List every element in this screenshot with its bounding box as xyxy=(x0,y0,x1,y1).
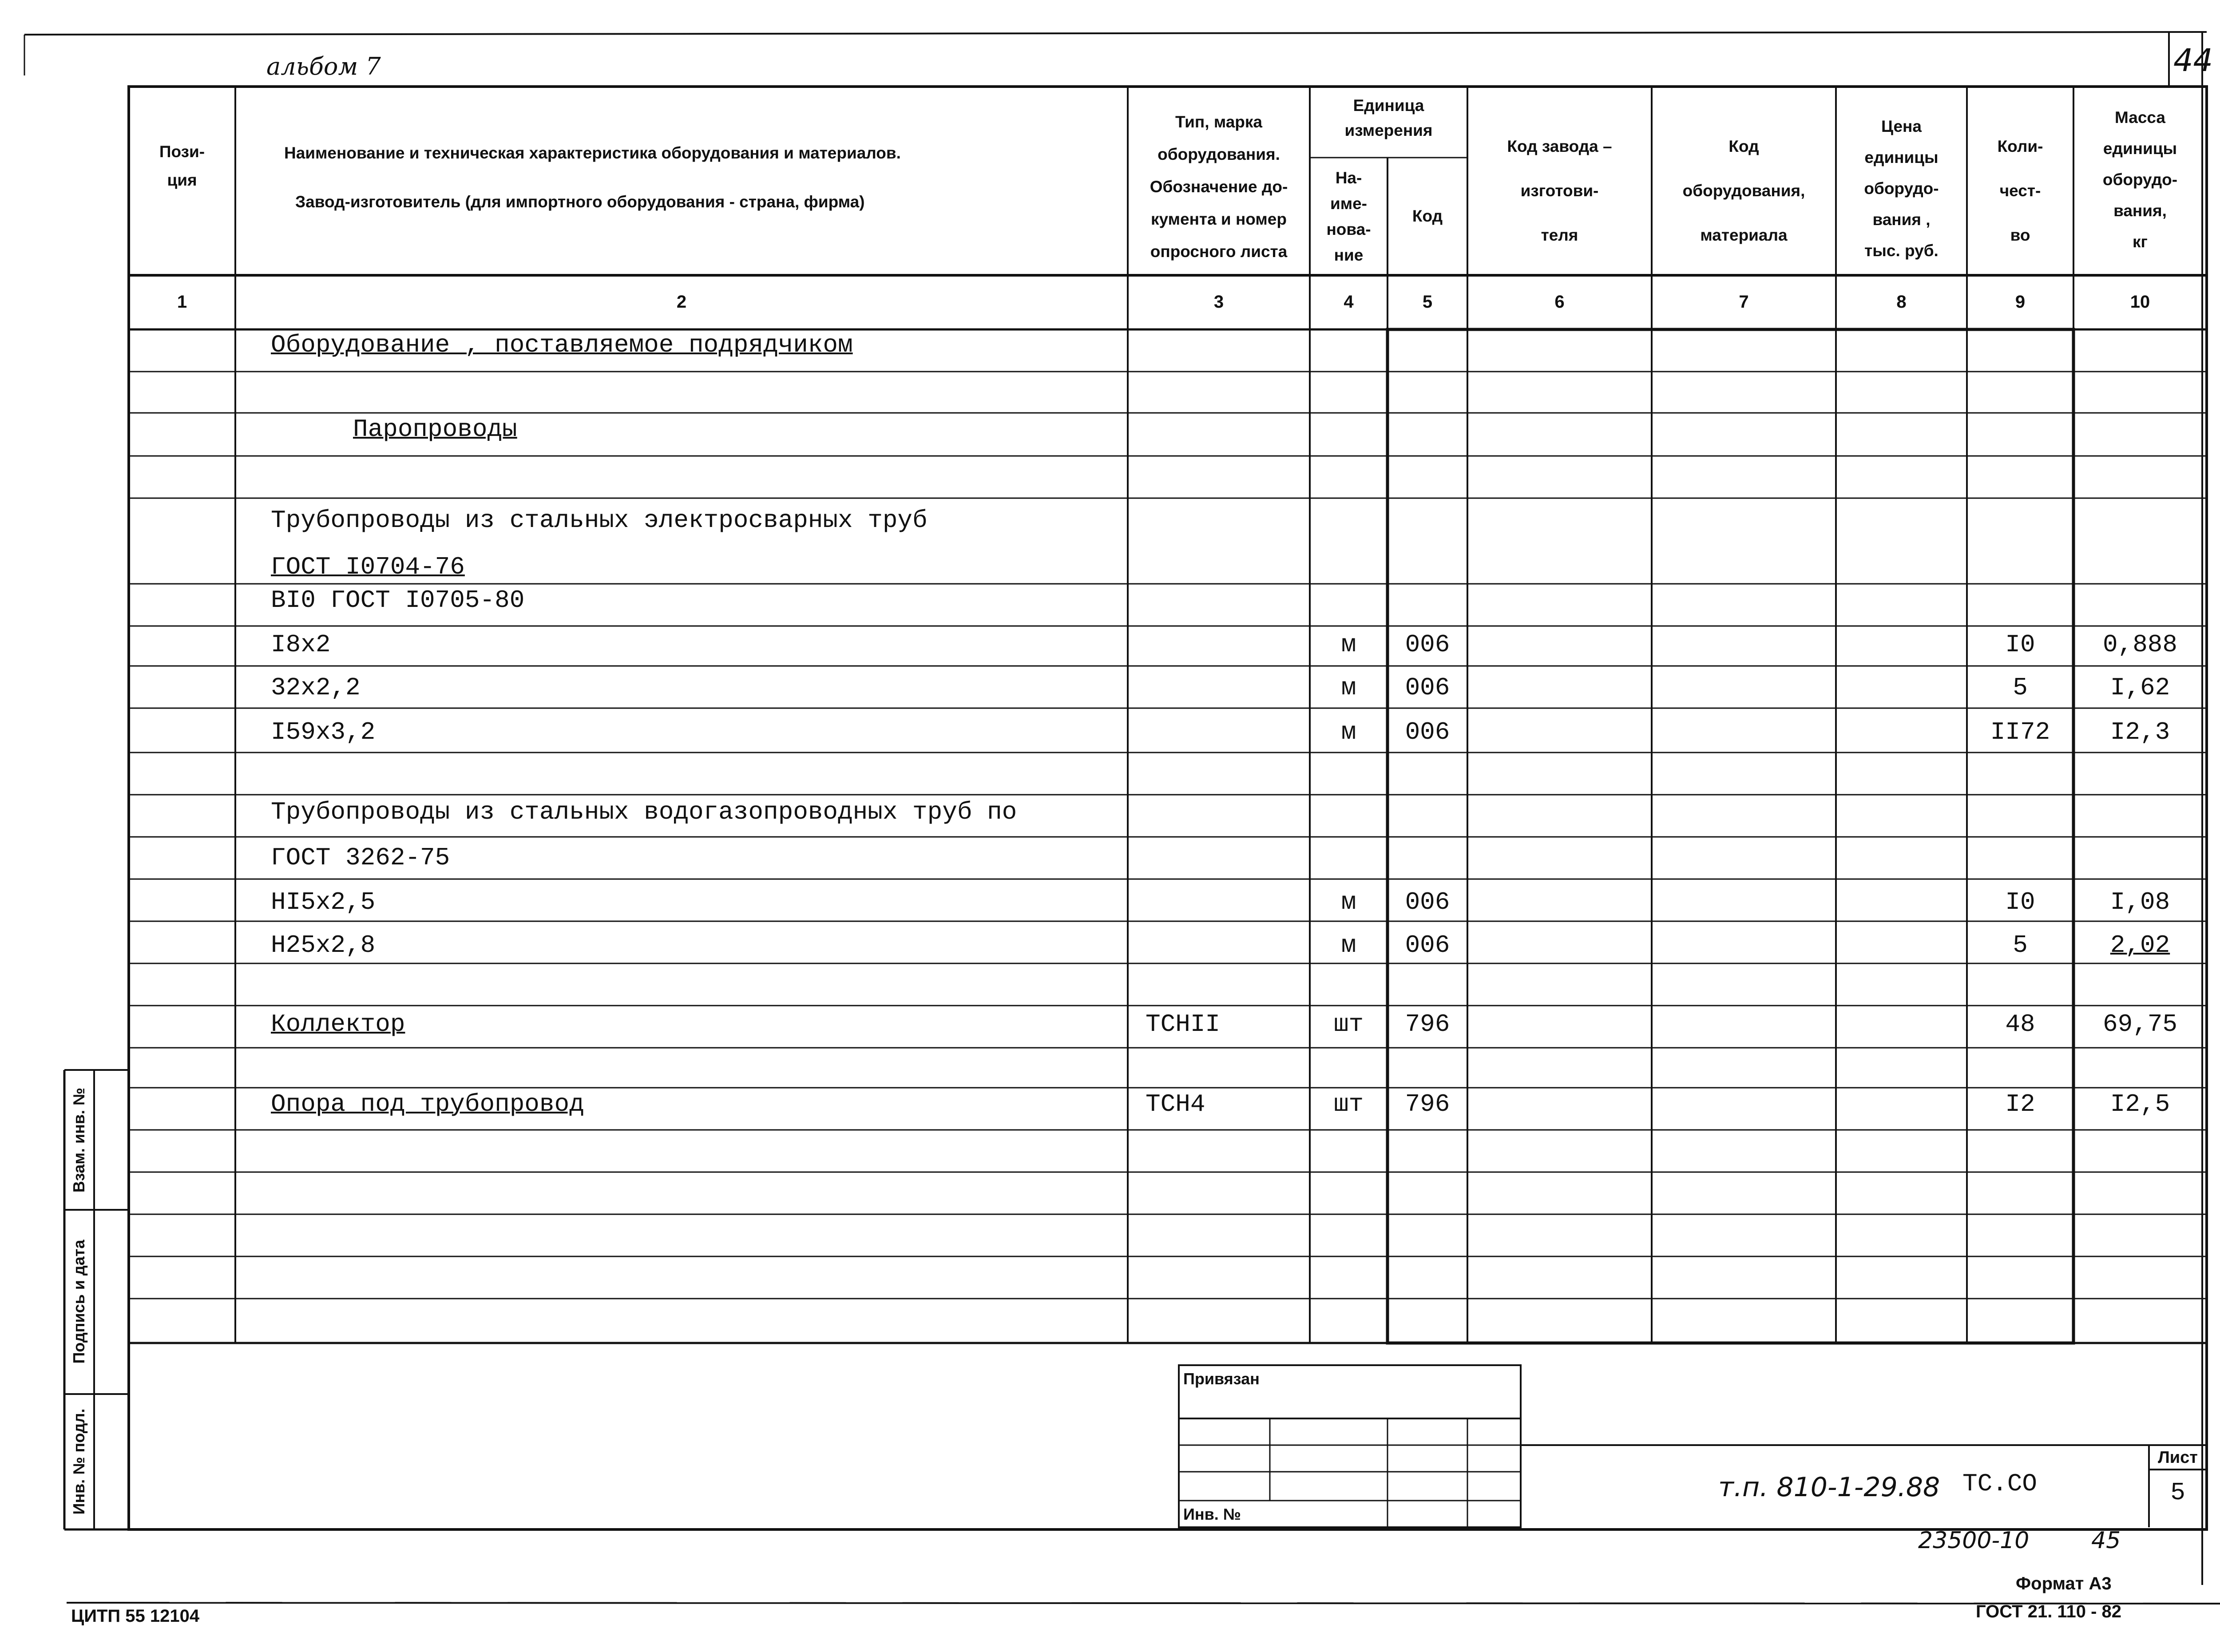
item-name: Опора под трубопровод xyxy=(271,1090,584,1118)
header-col9: Коли- чест- во xyxy=(1997,137,2043,244)
gost-label: ГОСТ 21. 110 - 82 xyxy=(1976,1602,2121,1621)
item-name: Трубопроводы из стальных водогазопроводных труб по xyxy=(271,798,1017,826)
item-name: BI0 ГОСТ I0705-80 xyxy=(271,586,525,614)
column-number: 10 xyxy=(2130,292,2150,312)
item-mass: I,62 xyxy=(2110,673,2170,702)
item-unit-code: 006 xyxy=(1405,931,1450,959)
stamp-privyazan: Привязан xyxy=(1183,1370,1260,1388)
item-unit-code: 006 xyxy=(1405,630,1450,659)
item-unit: м xyxy=(1341,931,1356,959)
item-mass: 0,888 xyxy=(2102,630,2178,659)
stamp-doc-code: ТС.СО xyxy=(1962,1470,2038,1498)
item-name: ГОСТ I0704-76 xyxy=(271,553,465,581)
header-col6: Код завода – изготови- теля xyxy=(1507,137,1612,244)
item-name: I59x3,2 xyxy=(271,718,376,746)
stamp-sheet-number: 5 xyxy=(2170,1478,2185,1507)
item-name: 32x2,2 xyxy=(271,673,361,702)
item-unit: м xyxy=(1341,630,1356,659)
handwritten-number: 23500-10 xyxy=(1918,1527,2030,1554)
handwritten-page: 45 xyxy=(2091,1527,2121,1554)
column-number: 1 xyxy=(177,292,187,312)
item-quantity: 5 xyxy=(2013,673,2028,702)
side-stamp-replacement-inv: Взам. инв. № xyxy=(70,1087,88,1193)
side-stamp-original-inv: Инв. № подл. xyxy=(70,1408,88,1515)
header-col1: Пози- ция xyxy=(159,143,205,189)
item-mass: I2,5 xyxy=(2110,1090,2170,1118)
item-quantity: II72 xyxy=(1990,718,2050,746)
item-unit: м xyxy=(1341,718,1356,746)
header-col8: Цена единицы оборудо- вания , тыс. руб. xyxy=(1864,117,1939,260)
header-col7: Код оборудования, материала xyxy=(1682,137,1805,244)
item-type: ТСН4 xyxy=(1146,1090,1205,1118)
item-unit-code: 006 xyxy=(1405,888,1450,916)
column-number: 4 xyxy=(1344,292,1354,312)
sheet-corner-number: 44 xyxy=(2173,42,2213,79)
printer-label: ЦИТП 55 12104 xyxy=(71,1606,200,1626)
album-label: альбом 7 xyxy=(266,52,381,80)
item-quantity: 48 xyxy=(2005,1010,2035,1038)
item-name: I8x2 xyxy=(271,630,331,659)
stamp-project-code: т.п. 810-1-29.88 xyxy=(1718,1472,1940,1503)
item-unit: м xyxy=(1341,888,1356,916)
column-number: 6 xyxy=(1554,292,1565,312)
item-mass: 2,02 xyxy=(2110,931,2170,959)
column-number: 8 xyxy=(1896,292,1907,312)
header-col3: Тип, марка оборудования. Обозначение до- кумента и номер опросного листа xyxy=(1150,113,1288,261)
side-stamp-signature-date: Подпись и дата xyxy=(70,1240,88,1364)
item-mass: I2,3 xyxy=(2110,718,2170,746)
item-unit: шт xyxy=(1333,1090,1364,1118)
section-heading: Оборудование , поставляемое подрядчиком xyxy=(271,331,853,359)
item-unit-code: 006 xyxy=(1405,718,1450,746)
item-unit: шт xyxy=(1333,1010,1364,1038)
item-unit-code: 006 xyxy=(1405,673,1450,702)
header-col10: Масса единицы оборудо- вания, кг xyxy=(2102,108,2178,251)
column-number: 5 xyxy=(1422,292,1433,312)
stamp-sheet-label: Лист xyxy=(2158,1448,2198,1467)
item-unit-code: 796 xyxy=(1405,1010,1450,1038)
item-name: H25x2,8 xyxy=(271,931,376,959)
item-name: Трубопроводы из стальных электросварных труб xyxy=(271,506,928,535)
header-col5: Код xyxy=(1412,207,1443,225)
item-unit: м xyxy=(1341,673,1356,702)
header-col2: Наименование и техническая характеристика оборудования и материалов. Завод-изготовитель (для импортного оборудования - страна, фирма) xyxy=(284,144,901,211)
column-number: 7 xyxy=(1739,292,1749,312)
column-number: 3 xyxy=(1213,292,1224,312)
item-mass: 69,75 xyxy=(2102,1010,2178,1038)
item-name: ГОСТ 3262-75 xyxy=(271,844,450,872)
item-quantity: I0 xyxy=(2005,888,2035,916)
item-name: Коллектор xyxy=(271,1010,405,1038)
column-number: 2 xyxy=(676,292,687,312)
item-quantity: 5 xyxy=(2013,931,2028,959)
format-label: Формат А3 xyxy=(2016,1574,2112,1593)
header-unit-group: Единица измерения xyxy=(1344,96,1433,139)
item-type: ТСНII xyxy=(1146,1010,1221,1038)
column-number: 9 xyxy=(2015,292,2026,312)
item-mass: I,08 xyxy=(2110,888,2170,916)
item-unit-code: 796 xyxy=(1405,1090,1450,1118)
subsection-heading: Паропроводы xyxy=(353,415,517,444)
item-quantity: I2 xyxy=(2005,1090,2035,1118)
stamp-inv-no: Инв. № xyxy=(1183,1505,1241,1523)
header-col4: На- име- нова- ние xyxy=(1326,169,1371,264)
item-quantity: I0 xyxy=(2005,630,2035,659)
item-name: HI5x2,5 xyxy=(271,888,376,916)
